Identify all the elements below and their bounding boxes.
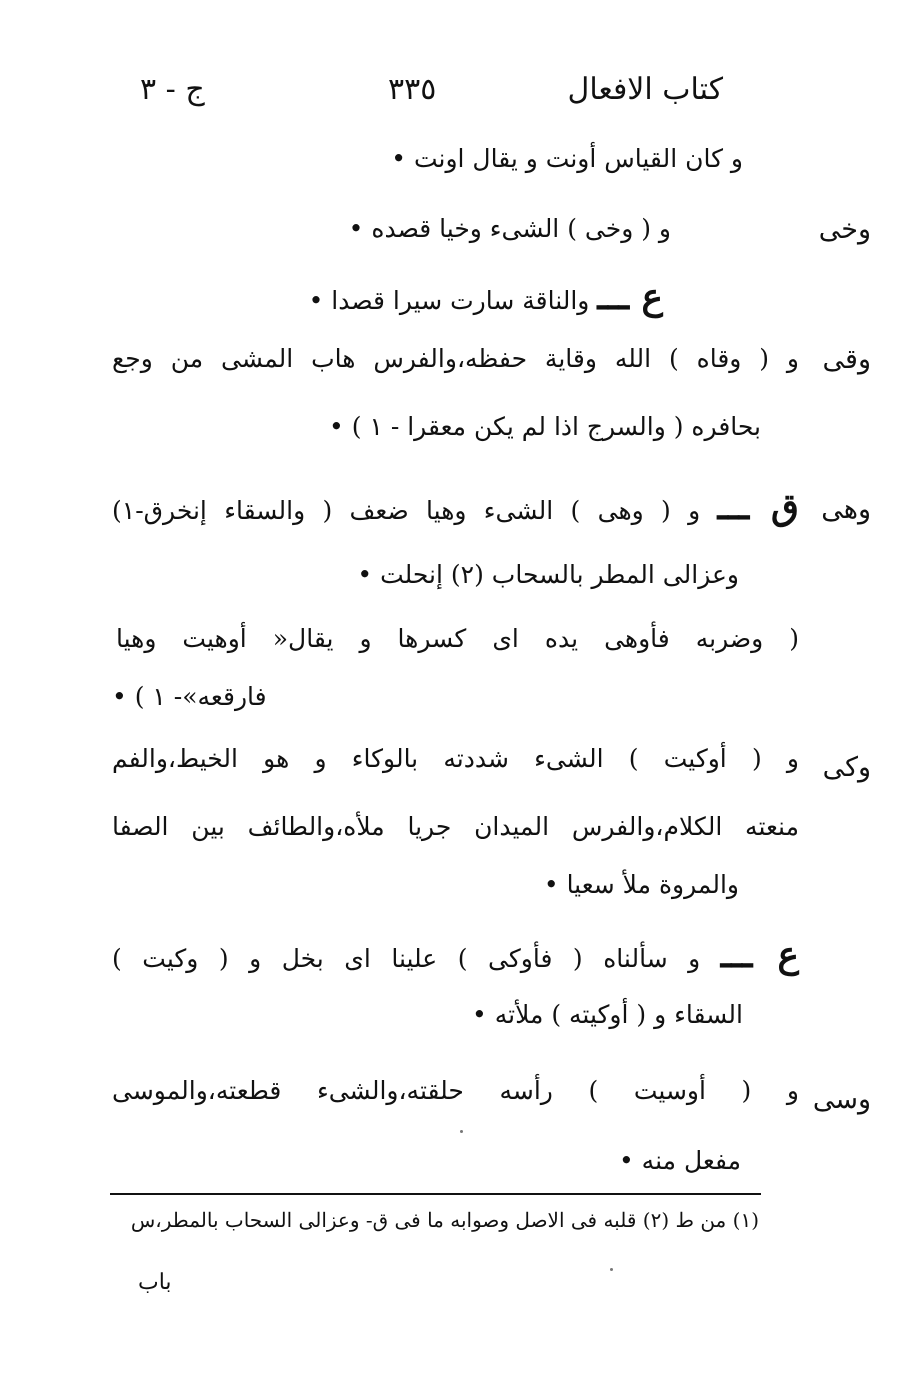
source-marker-qaf: ق ـــ [717, 486, 799, 528]
text-line: و كان القياس أونت و يقال اونت • [391, 144, 743, 173]
text-line: مفعل منه • [618, 1146, 741, 1175]
text-line: والمروة ملأ سعيا • [543, 870, 739, 899]
scan-speck [460, 1130, 463, 1133]
text-line: و ( أوسيت ) رأسه حلقته،والشىء قطعته،والموسى [112, 1076, 799, 1105]
text-line: و ( وخى ) الشىء وخيا قصده • [348, 214, 671, 243]
text-line: فارقعه»- ١ ) • [112, 682, 267, 711]
root-entry-waky: وكى [822, 752, 871, 783]
scan-speck [610, 1268, 613, 1271]
text-line-with-marker [112, 934, 799, 976]
root-entry-wakhy: وخى [818, 214, 871, 245]
text-line: بحافره ( والسرج اذا لم يكن معقرا - ١ ) • [329, 412, 761, 441]
footnote: (١) من ط (٢) قلبه فى الاصل وصوابه ما فى ق- وعزالى السحاب بالمطر،س [130, 1208, 759, 1232]
root-entry-waqy: وقى [822, 344, 871, 375]
text-line: والناقة سارت سيرا قصدا • [308, 286, 590, 315]
root-entry-wahy: وهى [821, 494, 871, 525]
text-line: و ( وقاه ) الله وقاية حفظه،والفرس هاب المشى من وجع [112, 344, 799, 373]
source-marker-ayn: ع ـــ [597, 276, 663, 318]
volume-label: ج - ٣ [140, 72, 205, 107]
text-line: ( وضربه فأوهى يده اى كسرها و يقال« أوهيت وهيا [116, 624, 799, 653]
root-entry-wasy: وسى [812, 1084, 871, 1115]
text-line: و ( وهى ) الشىء وهيا ضعف ( والسقاء إنخرق-١) [112, 496, 701, 525]
running-title: كتاب الافعال [567, 72, 723, 107]
source-marker-ayn: ع ـــ [720, 934, 800, 976]
page-number: ٣٣٥ [388, 72, 437, 107]
text-line: و سألناه ( فأوكى ) علينا اى بخل و ( وكيت ) [112, 944, 701, 973]
text-line: السقاء و ( أوكيته ) ملأته • [472, 1000, 743, 1029]
footnote-divider [110, 1193, 761, 1195]
text-line: منعته الكلام،والفرس الميدان جريا ملأه،والطائف بين الصفا [112, 812, 799, 841]
text-line: و ( أوكيت ) الشىء شددته بالوكاء و هو الخيط،والفم [112, 744, 799, 773]
text-line-with-marker [309, 276, 663, 318]
text-line-with-marker [112, 486, 799, 528]
text-line: وعزالى المطر بالسحاب (٢) إنحلت • [357, 560, 739, 589]
catchword: باب [138, 1270, 172, 1295]
